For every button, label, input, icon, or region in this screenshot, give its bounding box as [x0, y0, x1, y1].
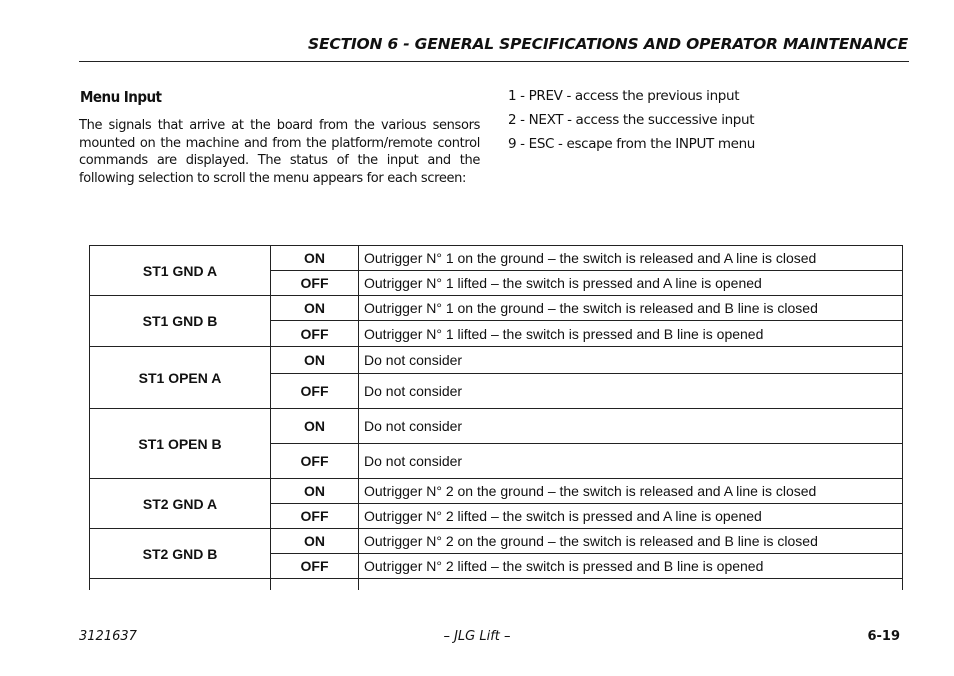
document-number: 3121637 — [79, 629, 137, 644]
input-name: ST1 OPEN A — [90, 347, 271, 409]
state-description: Outrigger N° 2 on the ground – the switch is released and B line is closed — [359, 529, 903, 554]
table-row — [90, 529, 903, 554]
state-description: Do not consider — [359, 374, 903, 409]
table-row — [90, 347, 903, 374]
key-item-prev: 1 - PREV - access the previous input — [508, 88, 740, 104]
state-off: OFF — [271, 271, 359, 296]
state-on: ON — [271, 347, 359, 374]
state-on: ON — [271, 479, 359, 504]
state-description-empty — [359, 579, 903, 591]
section-title: SECTION 6 - GENERAL SPECIFICATIONS AND OPERATOR MAINTENANCE — [308, 35, 908, 53]
state-off: OFF — [271, 321, 359, 347]
footer-brand: – JLG Lift – — [443, 629, 511, 644]
input-status-table — [89, 245, 903, 590]
state-description: Outrigger N° 1 on the ground – the switch is released and A line is closed — [359, 246, 903, 271]
table-row — [90, 246, 903, 271]
table-row — [90, 479, 903, 504]
input-name: ST2 GND B — [90, 529, 271, 579]
state-off: OFF — [271, 374, 359, 409]
menu-input-paragraph: The signals that arrive at the board from the various sensors mounted on the machine and from the platform/remote control commands are displayed. The status of the input and the following selection to scroll the menu appears for each screen: — [79, 118, 480, 186]
key-item-esc: 9 - ESC - escape from the INPUT menu — [508, 136, 755, 152]
state-description: Outrigger N° 1 lifted – the switch is pressed and B line is opened — [359, 321, 903, 347]
input-name: ST1 GND B — [90, 296, 271, 347]
state-description: Outrigger N° 2 on the ground – the switch is released and A line is closed — [359, 479, 903, 504]
state-description: Outrigger N° 1 on the ground – the switch is released and B line is closed — [359, 296, 903, 321]
state-on: ON — [271, 296, 359, 321]
input-name: ST1 GND A — [90, 246, 271, 296]
menu-input-heading: Menu Input — [80, 88, 162, 106]
state-description: Outrigger N° 1 lifted – the switch is pressed and A line is opened — [359, 271, 903, 296]
state-empty — [271, 579, 359, 591]
table-row-continued — [90, 579, 903, 591]
state-off: OFF — [271, 504, 359, 529]
state-on: ON — [271, 529, 359, 554]
input-name: ST1 OPEN B — [90, 409, 271, 479]
state-description: Do not consider — [359, 347, 903, 374]
state-description: Outrigger N° 2 lifted – the switch is pressed and B line is opened — [359, 554, 903, 579]
state-off: OFF — [271, 444, 359, 479]
state-off: OFF — [271, 554, 359, 579]
input-name-empty — [90, 579, 271, 591]
state-description: Outrigger N° 2 lifted – the switch is pressed and A line is opened — [359, 504, 903, 529]
table-row — [90, 409, 903, 444]
state-on: ON — [271, 246, 359, 271]
state-description: Do not consider — [359, 444, 903, 479]
page-number: 6-19 — [867, 629, 900, 644]
state-description: Do not consider — [359, 409, 903, 444]
input-name: ST2 GND A — [90, 479, 271, 529]
table-row — [90, 296, 903, 321]
state-on: ON — [271, 409, 359, 444]
key-item-next: 2 - NEXT - access the successive input — [508, 112, 755, 128]
